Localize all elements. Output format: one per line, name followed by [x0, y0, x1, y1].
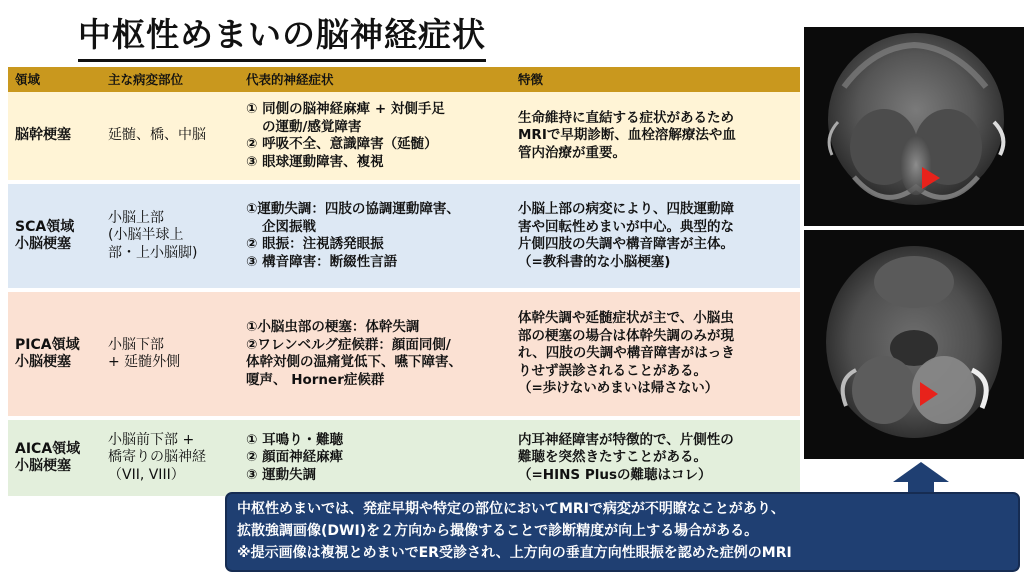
symptom-line: の運動/感覚障害 — [262, 118, 362, 135]
symptoms-cell — [242, 292, 514, 416]
symptom-line: ③ 運動失調 — [246, 466, 317, 483]
note-line: ※提示画像は複視とめまいでER受診され、上方向の垂直方向性眼振を認めた症例のMRI — [237, 545, 792, 561]
region-text: 脳幹梗塞 — [15, 127, 71, 144]
symptom-line: ③ 構音障害：断綴性言語 — [246, 253, 398, 270]
region-text: 小脳梗塞 — [15, 236, 71, 252]
symptom-line: ①運動失調：四肢の協調運動障害、 — [246, 201, 460, 217]
page-title: 中枢性めまいの脳神経症状 — [78, 12, 486, 62]
region-text: 小脳梗塞 — [15, 354, 71, 370]
site-text: + 延髄外側 — [108, 354, 181, 370]
site-text: 橋寄りの脳神経 — [108, 449, 206, 466]
header-symptoms: 代表的神経症状 — [246, 71, 334, 87]
header-site: 主な病変部位 — [108, 71, 184, 87]
site-text: 延髄、橋、中脳 — [108, 127, 206, 144]
region-cell — [8, 184, 104, 288]
feature-line: （=歩けないめまいは帰さない） — [518, 380, 719, 397]
symptom-line: ② 呼吸不全、意識障害（延髄） — [246, 136, 438, 152]
table-row — [8, 420, 800, 496]
features-cell — [514, 92, 800, 180]
summary-note — [225, 492, 1020, 572]
region-text: AICA領域 — [15, 440, 81, 457]
site-text: 小脳前下部 + — [108, 431, 195, 448]
header-features: 特徴 — [518, 71, 544, 87]
symptom-line: ① 同側の脳神経麻痺 + 対側手足 — [246, 101, 445, 117]
site-text: 部・上小脳脚) — [108, 244, 198, 261]
site-cell — [104, 92, 242, 180]
site-text: (小脳半球上 — [108, 227, 184, 244]
symptom-line: 体幹対側の温痛覚低下、嚥下障害、 — [246, 354, 462, 370]
feature-line: 小脳上部の病変により、四肢運動障 — [518, 201, 734, 217]
symptom-line: 企図振戦 — [262, 218, 316, 235]
table-header — [8, 67, 800, 92]
feature-line: MRIで早期診断、血栓溶解療法や血 — [518, 127, 736, 144]
note-line: 拡散強調画像(DWI)を２方向から撮像することで診断精度が向上する場合がある。 — [237, 523, 759, 539]
feature-line: （=HINS Plusの難聴はコレ） — [518, 466, 712, 483]
site-cell — [104, 420, 242, 496]
region-cell — [8, 420, 104, 496]
feature-line: 難聴を突然きたすことがある。 — [518, 449, 707, 466]
symptoms-cell — [242, 420, 514, 496]
symptom-line: ② 顔面神経麻痺 — [246, 449, 344, 466]
mri-coronal-drawing — [804, 27, 1024, 226]
symptom-line: ①小脳虫部の梗塞：体幹失調 — [246, 319, 420, 335]
feature-line: 生命維持に直結する症状があるため — [518, 109, 734, 126]
region-cell — [8, 292, 104, 416]
features-cell — [514, 292, 800, 416]
region-text: PICA領域 — [15, 336, 80, 353]
site-text: 小脳上部 — [108, 209, 164, 226]
mri-axial-drawing — [804, 230, 1024, 459]
feature-line: 内耳神経障害が特徴的で、片側性の — [518, 431, 734, 448]
symptoms-cell — [242, 184, 514, 288]
region-text: SCA領域 — [15, 218, 75, 235]
site-text: （VII, VIII） — [108, 466, 185, 483]
table-row — [8, 292, 800, 416]
symptom-line: 嗄声、 Horner症候群 — [246, 371, 385, 388]
region-cell — [8, 92, 104, 180]
site-cell — [104, 292, 242, 416]
symptom-line: ② 眼振：注視誘発眼振 — [246, 236, 384, 252]
feature-line: 片側四肢の失調や構音障害が主体。 — [518, 236, 734, 252]
feature-line: 体幹失調や延髄症状が主で、小脳虫 — [518, 310, 734, 327]
region-text: 小脳梗塞 — [15, 458, 71, 474]
features-cell — [514, 420, 800, 496]
site-cell — [104, 184, 242, 288]
table-row — [8, 184, 800, 288]
symptom-line: ③ 眼球運動障害、複視 — [246, 153, 384, 170]
mri-coronal-image — [804, 27, 1024, 226]
mri-axial-image — [804, 230, 1024, 459]
features-cell — [514, 184, 800, 288]
table-row — [8, 92, 800, 180]
arrow-up-icon — [893, 462, 949, 496]
symptom-line: ① 耳鳴り・難聴 — [246, 431, 344, 448]
feature-line: 害や回転性めまいが中心。典型的な — [518, 218, 734, 235]
note-line: 中枢性めまいでは、発症早期や特定の部位においてMRIで病変が不明瞭なことがあり、 — [237, 501, 785, 517]
feature-line: りせず誤診されることがある。 — [518, 362, 707, 379]
symptom-table — [8, 67, 800, 496]
symptom-line: ②ワレンベルグ症候群：顔面同側/ — [246, 336, 451, 353]
feature-line: 管内治療が重要。 — [518, 144, 626, 161]
header-region: 領域 — [15, 71, 41, 87]
symptoms-cell — [242, 92, 514, 180]
feature-line: （=教科書的な小脳梗塞) — [518, 253, 671, 270]
feature-line: 部の梗塞の場合は体幹失調のみが現 — [518, 327, 734, 344]
feature-line: れ、四肢の失調や構音障害がはっき — [518, 345, 735, 362]
site-text: 小脳下部 — [108, 336, 164, 353]
